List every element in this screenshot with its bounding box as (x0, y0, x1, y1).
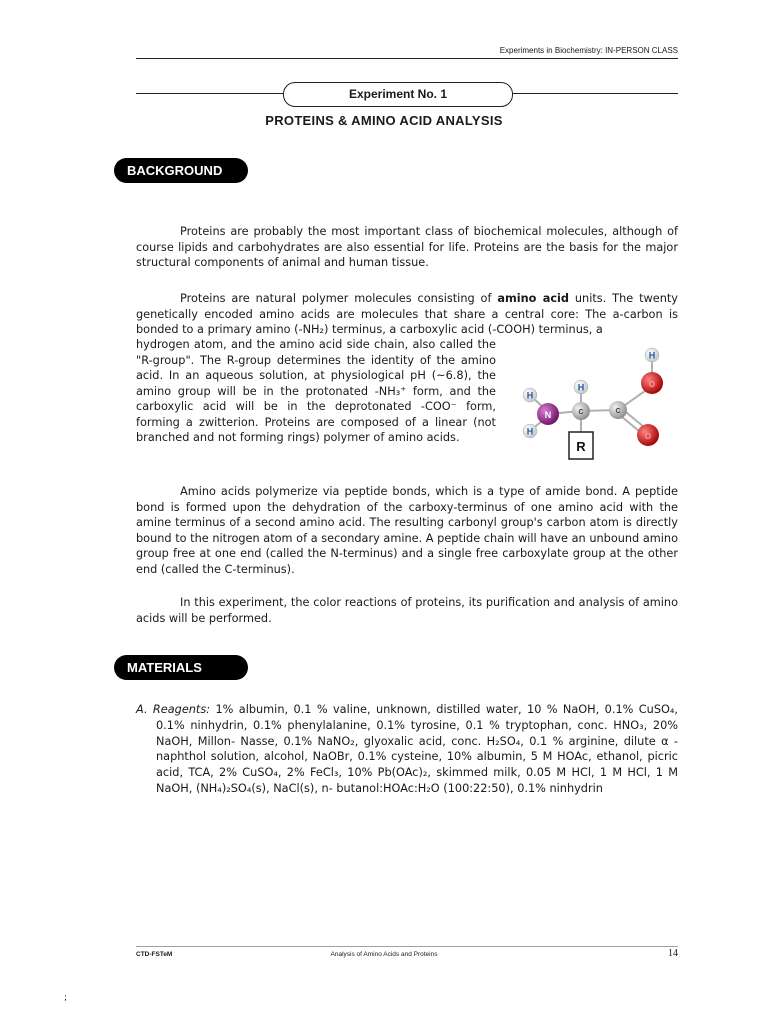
footer-left: CTD-FSTeM (136, 951, 173, 958)
page-number: 14 (668, 948, 678, 959)
carbon-label-1: C (578, 409, 584, 416)
reagents-label: A. Reagents: (136, 703, 211, 716)
oxygen-label-2: O (644, 432, 652, 441)
r-group-label: R (576, 439, 586, 454)
hydrogen-label-1: H (526, 390, 534, 401)
p2-text-before: Proteins are natural polymer molecules consisting of (180, 292, 498, 305)
experiment-rule-right (511, 93, 678, 94)
background-paragraph-4: In this experiment, the color reactions of proteins, its purification and analysis of amino acids will be performed. (136, 596, 678, 625)
hydrogen-label-4: H (648, 350, 656, 361)
hydrogen-label-2: H (526, 426, 534, 437)
footer-rule (136, 946, 678, 947)
carbon-label-2: C (615, 408, 621, 415)
nitrogen-label: N (544, 410, 552, 420)
materials-heading: MATERIALS (114, 655, 248, 680)
reagents-list (136, 702, 678, 797)
background-paragraph-2 (136, 291, 678, 338)
reagents-text: 1% albumin, 0.1 % valine, unknown, distilled water, 10 % NaOH, 0.1% CuSO₄, 0.1% ninhydrin, 0.1% phenylalanine, 0.1% tyrosine, 0.1 % tryptophan, conc. HNO₃, 20% NaOH, Millon- Nasse, 0.1% NaNO₂, glyoxalic acid, conc. H₂SO₄, 0.1 % arginine, dilute α - naphthol solution, alcohol, NaOBr, 0.1% cysteine, 10% albumin, 5 M HOAc, ethanol, picric acid, TCA, 2% CuSO₄, 2% FeCl₃, 10% Pb(OAc)₂, skimmed milk, 0.05 M HCl, 1 M HCl, 1 M NaOH, (NH₄)₂SO₄(s), NaCl(s), n- butanol:HOAc:H₂O (100:22:50), 0.1% ninhydrin (156, 703, 678, 795)
background-paragraph-1: Proteins are probably the most important class of biochemical molecules, although of course lipids and carbohydrates are also essential for life. Proteins are the basis for the major structural components of animal and human tissue. (136, 225, 678, 269)
experiment-label: Experiment No. 1 (283, 82, 513, 107)
background-heading: BACKGROUND (114, 158, 248, 183)
running-header: Experiments in Biochemistry: IN-PERSON CLASS (499, 46, 678, 55)
oxygen-label-1: O (648, 380, 656, 389)
experiment-rule-left (136, 93, 283, 94)
hydrogen-label-3: H (577, 382, 585, 393)
experiment-title: PROTEINS & AMINO ACID ANALYSIS (265, 113, 503, 128)
footer-center: Analysis of Amino Acids and Proteins (330, 951, 438, 958)
background-paragraph-3: Amino acids polymerize via peptide bonds, which is a type of amide bond. A peptide bond is formed upon the dehydration of the carboxy-terminus of one amino acid with the amine terminus of a second amino acid. The resulting carbonyl group's carbon atom is directly bound to the nitrogen atom of a secondary amine. A peptide chain will have an unbound amino group free at one end (called the N-terminus) and a single free carboxylate group at the other end (called the C-terminus). (136, 485, 678, 576)
amino-acid-bold: amino acid (497, 292, 569, 305)
background-paragraph-2-continued: hydrogen atom, and the amino acid side chain, also called the "R-group". The R-group determines the identity of the amino acid. In an aqueous solution, at physiological pH (~6.8), the amino group will be in the protonated -NH₃⁺ form, and the carboxylic acid will be in the deprotonated -COO⁻ form, forming a zwitterion. Proteins are composed of a linear (not branched and not forming rings) polymer of amino acids. (136, 338, 496, 444)
stray-mark: ; (64, 993, 68, 1003)
header-rule (136, 58, 678, 59)
amino-acid-structure-diagram (508, 342, 678, 472)
p2-text-after: units. The twenty genetically encoded amino acids are molecules that share a central core: The a-carbon is bonded to a primary amino (-NH₂) terminus, a carboxylic acid (-COOH) terminus, a (136, 292, 678, 336)
